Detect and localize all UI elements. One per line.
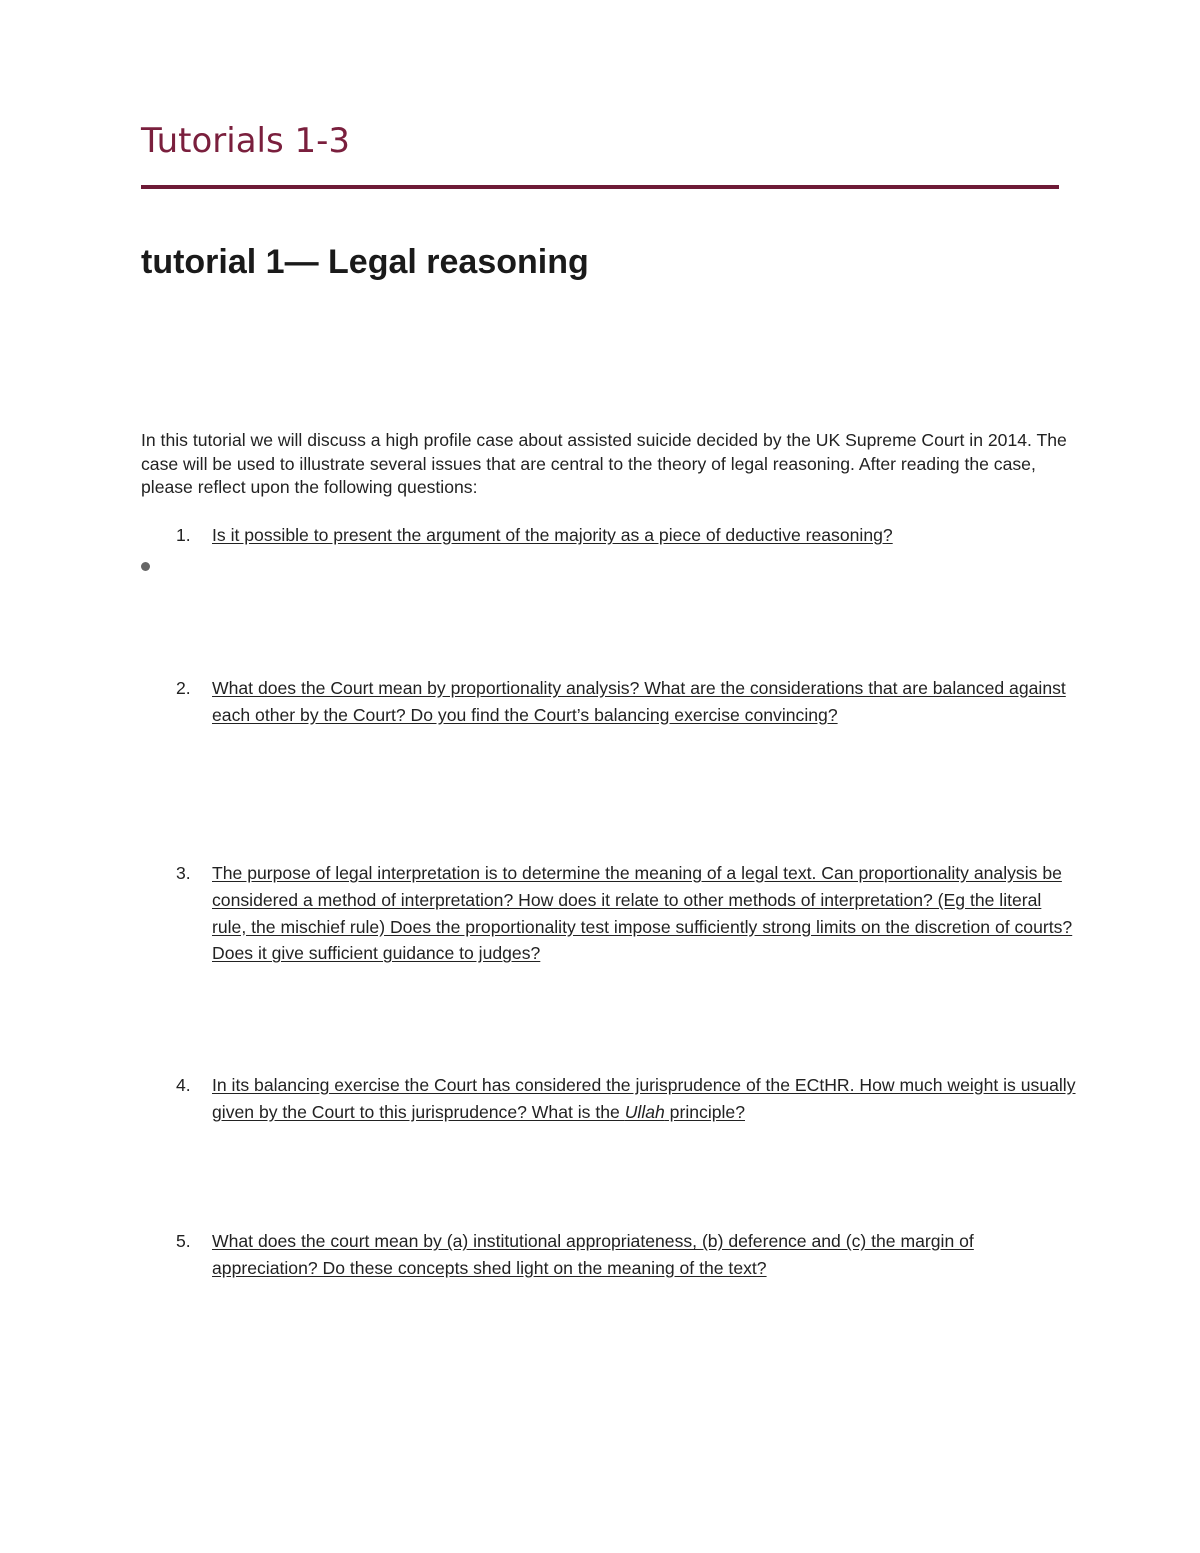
question-text: What does the court mean by (a) institutional appropriateness, (b) deference and (c) the margin of appreciation? Do these concepts shed light on the meaning of the text? bbox=[212, 1231, 974, 1278]
question-3 bbox=[176, 860, 1076, 967]
question-text: The purpose of legal interpretation is to determine the meaning of a legal text. Can proportionality analysis be considered a method of interpretation? How does it relate to other methods of interpretation? (Eg the literal rule, the mischief rule) Does the proportionality test impose sufficiently strong limits on the discretion of courts? Does it give sufficient guidance to judges? bbox=[212, 863, 1073, 964]
question-text: What does the Court mean by proportionality analysis? What are the considerations that are balanced against each other by the Court? Do you find the Court’s balancing exercise convincing? bbox=[212, 678, 1066, 725]
section-heading: tutorial 1— Legal reasoning bbox=[141, 243, 589, 281]
question-number: 3. bbox=[176, 863, 191, 883]
question-2 bbox=[176, 675, 1076, 729]
title-divider bbox=[141, 185, 1059, 189]
question-text-part: In its balancing exercise the Court has considered the jurisprudence of the ECtHR. How much weight is usually given by the Court to this jurisprudence? What is the bbox=[212, 1075, 1076, 1122]
question-number: 5. bbox=[176, 1231, 191, 1251]
question-text: Is it possible to present the argument of the majority as a piece of deductive reasoning? bbox=[212, 525, 893, 545]
question-number: 2. bbox=[176, 678, 191, 698]
bullet-dot-icon bbox=[141, 562, 150, 571]
question-number: 1. bbox=[176, 525, 191, 545]
question-4 bbox=[176, 1072, 1076, 1126]
intro-paragraph: In this tutorial we will discuss a high profile case about assisted suicide decided by the UK Supreme Court in 2014. The case will be used to illustrate several issues that are central to the theory of legal reasoning. After reading the case, please reflect upon the following questions: bbox=[141, 430, 1067, 497]
question-1 bbox=[176, 522, 1076, 549]
document-title: Tutorials 1-3 bbox=[141, 121, 351, 161]
question-number: 4. bbox=[176, 1075, 191, 1095]
question-text bbox=[212, 1072, 1076, 1126]
question-text-part: principle? bbox=[664, 1101, 745, 1122]
case-name-italic: Ullah bbox=[624, 1101, 665, 1122]
question-5 bbox=[176, 1228, 1076, 1282]
